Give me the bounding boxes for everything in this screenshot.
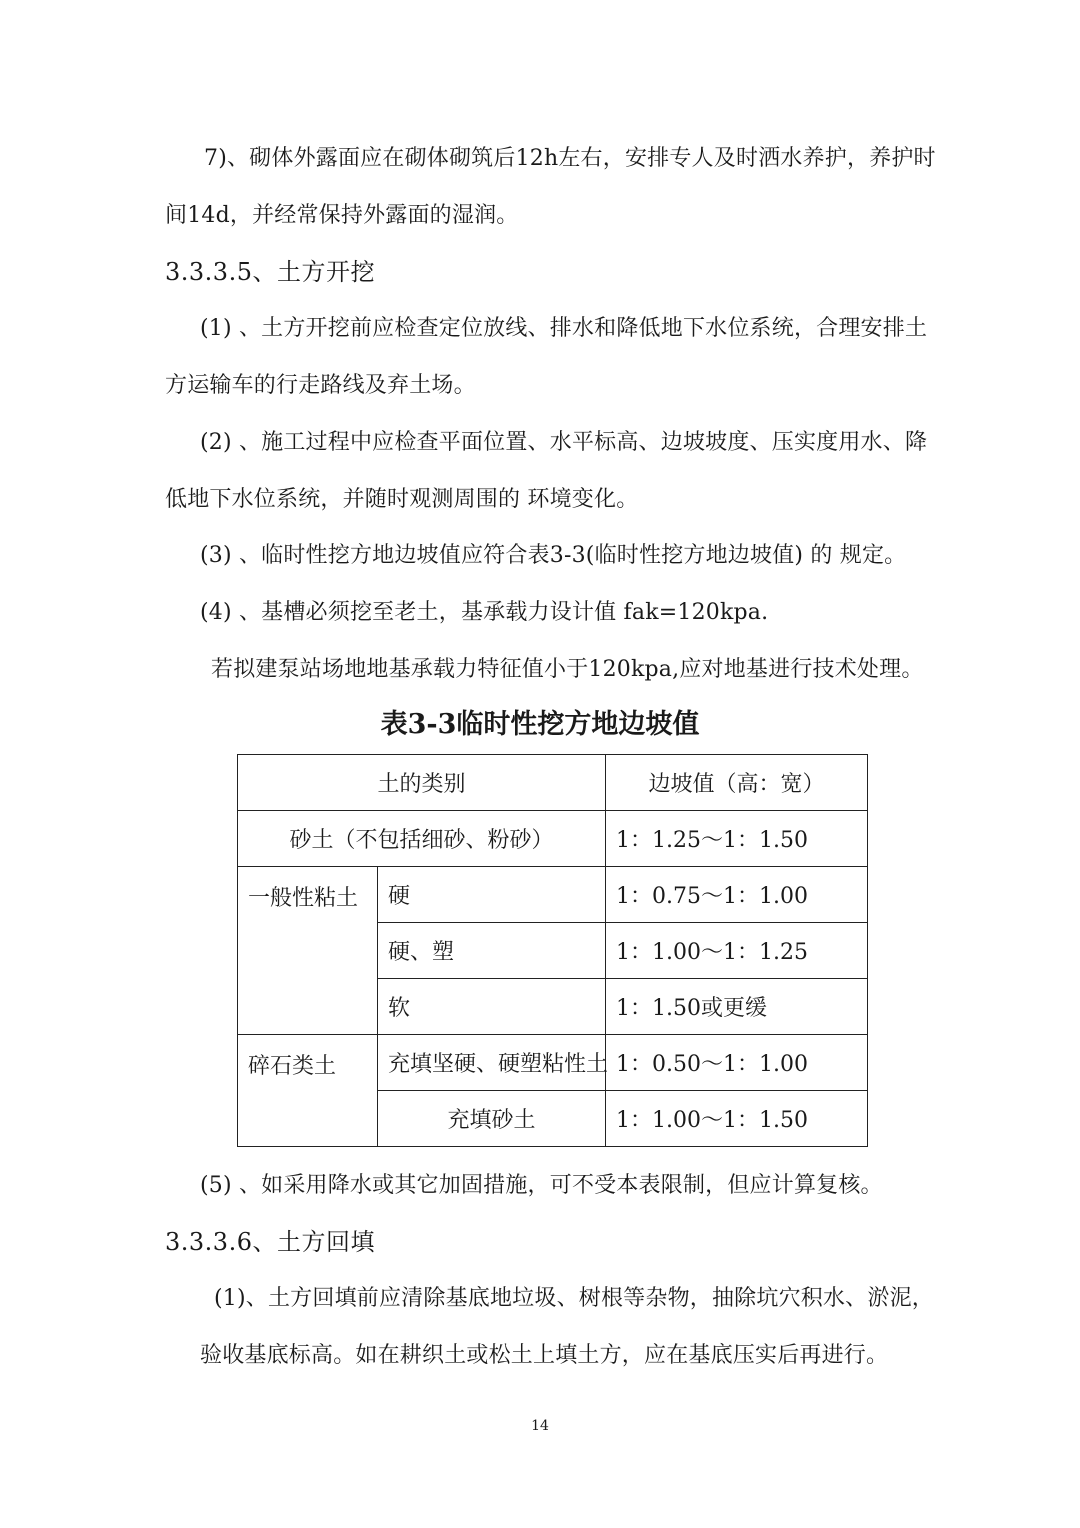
gravel-fill-sand: 充填砂土 bbox=[378, 1091, 606, 1147]
item-5: (5) 、如采用降水或其它加固措施，可不受本表限制，但应计算复核。 bbox=[200, 1173, 883, 1198]
backfill-item-1-line-1: (1)、土方回填前应清除基底地垃圾、树根等杂物，抽除坑穴积水、淤泥， bbox=[214, 1286, 934, 1311]
item-3: (3) 、临时性挖方地边坡值应符合表3-3(临时性挖方地边坡值) 的 规定。 bbox=[200, 543, 907, 568]
slope-value-sand: 1：1.25～1：1.50 bbox=[606, 811, 868, 867]
gravel-fill-clay: 充填坚硬、硬塑粘性土 bbox=[378, 1035, 606, 1091]
slope-value-clay-hard: 1：0.75～1：1.00 bbox=[606, 867, 868, 923]
paragraph-7-line-1: 7)、砌体外露面应在砌体砌筑后12h左右，安排专人及时洒水养护，养护时 bbox=[204, 146, 936, 171]
table-header-row bbox=[238, 755, 868, 811]
item-4: (4) 、基槽必须挖至老土，基承载力设计值 fak=120kpa. bbox=[200, 600, 769, 625]
slope-value-clay-hard-plastic: 1：1.00～1：1.25 bbox=[606, 923, 868, 979]
soil-type-clay: 一般性粘土 bbox=[238, 867, 378, 1035]
slope-value-gravel-fill-clay: 1：0.50～1：1.00 bbox=[606, 1035, 868, 1091]
table-row bbox=[238, 1035, 868, 1091]
item-4-note: 若拟建泵站场地地基承载力特征值小于120kpa,应对地基进行技术处理。 bbox=[211, 657, 924, 682]
clay-state-hard-plastic: 硬、塑 bbox=[378, 923, 606, 979]
item-2-line-1: (2) 、施工过程中应检查平面位置、水平标高、边坡坡度、压实度用水、降 bbox=[200, 430, 928, 455]
item-1-line-1: (1) 、土方开挖前应检查定位放线、排水和降低地下水位系统，合理安排土 bbox=[200, 316, 928, 341]
paragraph-7-line-2: 间14d，并经常保持外露面的湿润。 bbox=[165, 203, 519, 228]
item-2-line-2: 低地下水位系统，并随时观测周围的 环境变化。 bbox=[165, 487, 639, 512]
table-caption: 表3-3临时性挖方地边坡值 bbox=[380, 709, 700, 740]
slope-value-clay-soft: 1：1.50或更缓 bbox=[606, 979, 868, 1035]
backfill-item-1-line-2: 验收基底标高。如在耕织土或松土上填土方，应在基底压实后再进行。 bbox=[200, 1343, 889, 1368]
section-heading-3-3-3-6: 3.3.3.6、土方回填 bbox=[165, 1228, 375, 1256]
table-row bbox=[238, 811, 868, 867]
page-number: 14 bbox=[531, 1418, 549, 1434]
soil-type-sand: 砂土（不包括细砂、粉砂） bbox=[238, 811, 606, 867]
soil-type-gravel: 碎石类土 bbox=[238, 1035, 378, 1147]
header-slope-value: 边坡值（高：宽） bbox=[606, 755, 868, 811]
clay-state-hard: 硬 bbox=[378, 867, 606, 923]
clay-state-soft: 软 bbox=[378, 979, 606, 1035]
table-row bbox=[238, 867, 868, 923]
section-heading-3-3-3-5: 3.3.3.5、土方开挖 bbox=[165, 258, 375, 286]
slope-table bbox=[237, 754, 868, 1147]
item-1-line-2: 方运输车的行走路线及弃土场。 bbox=[165, 373, 476, 398]
header-soil-type: 土的类别 bbox=[238, 755, 606, 811]
slope-value-gravel-fill-sand: 1：1.00～1：1.50 bbox=[606, 1091, 868, 1147]
